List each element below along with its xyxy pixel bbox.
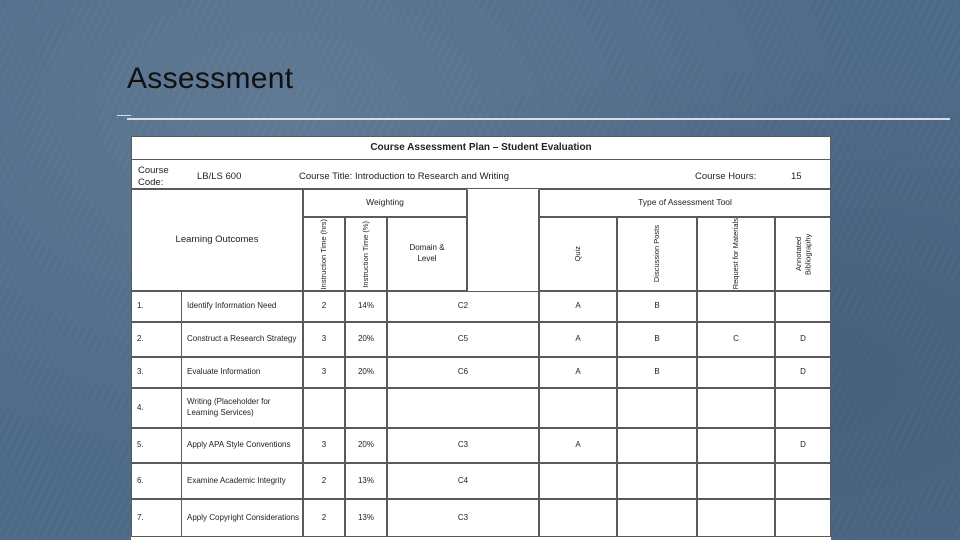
row-quiz: A [539,357,617,388]
row-outcome: Apply APA Style Conventions [181,428,303,463]
row-hours [303,388,345,428]
annotated-bibliography-header [775,217,831,291]
assessment-plan-table [131,136,831,540]
row-bibliography: D [775,322,831,357]
instruction-hours-label: Instruction Time (hrs) [319,218,329,290]
row-request [697,291,775,322]
row-hours: 2 [303,499,345,537]
row-percent: 20% [345,357,387,388]
row-quiz: A [539,291,617,322]
row-request [697,499,775,537]
row-bibliography [775,499,831,537]
course-hours-value: 15 [791,171,802,182]
row-domain: C6 [387,357,539,388]
row-outcome: Evaluate Information [181,357,303,388]
row-percent [345,388,387,428]
row-quiz: A [539,322,617,357]
row-quiz [539,463,617,499]
row-domain: C3 [387,499,539,537]
row-hours: 2 [303,463,345,499]
row-outcome: Apply Copyright Considerations [181,499,303,537]
domain-level-header [387,217,467,291]
row-discussion: B [617,357,697,388]
row-request [697,388,775,428]
row-request: C [697,322,775,357]
learning-outcomes-header: Learning Outcomes [131,189,303,291]
quiz-header [539,217,617,291]
row-discussion [617,388,697,428]
row-hours: 2 [303,291,345,322]
row-number: 1. [131,291,181,322]
row-bibliography [775,291,831,322]
title-divider [127,118,950,120]
slide-title: Assessment [127,62,294,95]
instruction-hours-header [303,217,345,291]
row-domain: C4 [387,463,539,499]
domain-level-label: Domain & Level [409,243,445,263]
row-number: 3. [131,357,181,388]
row-bibliography: D [775,357,831,388]
row-bibliography [775,463,831,499]
course-code-label: Course Code: [138,165,169,188]
assessment-type-header: Type of Assessment Tool [539,189,831,217]
row-outcome: Identify Information Need [181,291,303,322]
row-domain: C5 [387,322,539,357]
row-request [697,428,775,463]
course-title: Course Title: Introduction to Research and Writing [299,171,509,182]
row-percent: 20% [345,322,387,357]
row-discussion [617,499,697,537]
row-quiz [539,499,617,537]
row-outcome: Writing (Placeholder for Learning Services) [181,388,303,428]
row-request [697,357,775,388]
header-gap-cell [467,189,539,291]
discussion-posts-label: Discussion Posts [652,225,662,283]
row-bibliography: D [775,428,831,463]
course-code-value: LB/LS 600 [197,171,242,182]
row-discussion: B [617,291,697,322]
row-discussion: B [617,322,697,357]
row-outcome: Construct a Research Strategy [181,322,303,357]
request-materials-header [697,217,775,291]
row-number: 6. [131,463,181,499]
row-domain: C3 [387,428,539,463]
row-percent: 13% [345,463,387,499]
annotated-bibliography-label: Annotated Bibliography [793,233,812,275]
table-title: Course Assessment Plan – Student Evaluation [131,136,831,160]
course-hours-label: Course Hours: [695,171,757,182]
row-hours: 3 [303,428,345,463]
instruction-percent-label: Instruction Time (%) [361,220,371,288]
row-outcome: Examine Academic Integrity [181,463,303,499]
weighting-header: Weighting [303,189,467,217]
row-discussion [617,428,697,463]
instruction-percent-header [345,217,387,291]
row-quiz [539,388,617,428]
quiz-label: Quiz [573,246,583,262]
row-bibliography [775,388,831,428]
row-percent: 20% [345,428,387,463]
row-domain [387,388,539,428]
row-number: 2. [131,322,181,357]
row-request [697,463,775,499]
discussion-posts-header [617,217,697,291]
row-number: 5. [131,428,181,463]
row-percent: 13% [345,499,387,537]
row-hours: 3 [303,322,345,357]
row-quiz: A [539,428,617,463]
row-percent: 14% [345,291,387,322]
row-number: 7. [131,499,181,537]
row-number: 4. [131,388,181,428]
row-domain: C2 [387,291,539,322]
row-hours: 3 [303,357,345,388]
request-materials-label: Request for Materials [731,218,741,290]
row-discussion [617,463,697,499]
